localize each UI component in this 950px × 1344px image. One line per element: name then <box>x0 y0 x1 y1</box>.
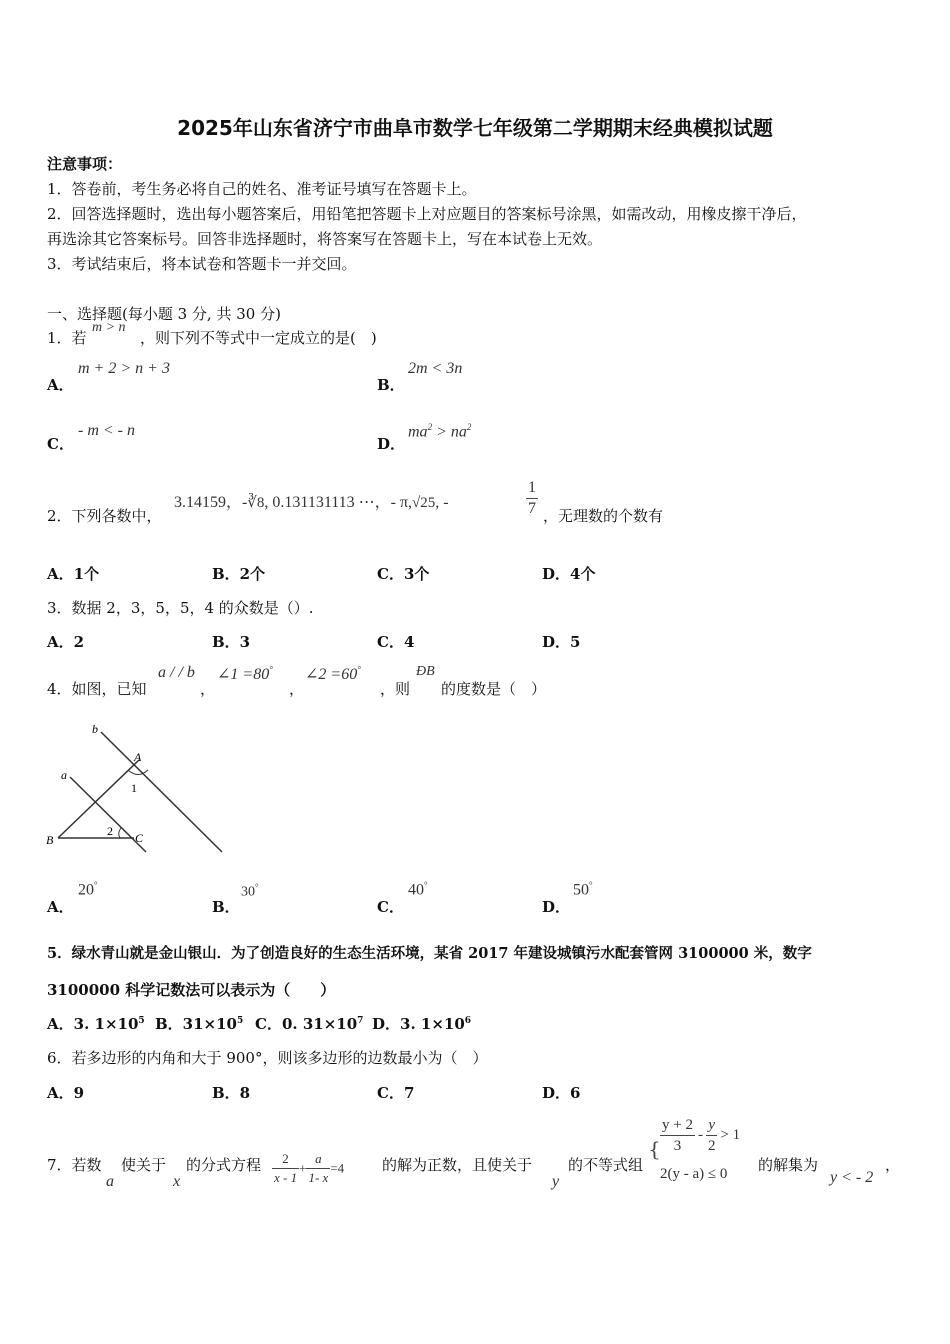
notice-line-2b: 再选涂其它答案标号。回答非选择题时，将答案写在答题卡上，写在本试卷上无效。 <box>47 230 603 248</box>
notice-line-2a: 2．回答选择题时，选出每小题答案后，用铅笔把答题卡上对应题目的答案标号涂黑，如需改动，用橡皮擦干净后， <box>47 205 807 223</box>
question-4 <box>47 678 147 699</box>
q2-option-a: A．1个 <box>47 565 100 583</box>
q4-option-b-label: B． <box>212 898 240 916</box>
segment-ba <box>58 760 139 838</box>
q1-option-d-label: D． <box>377 435 406 453</box>
q7-text-3: 的分式方程 <box>186 1156 262 1174</box>
q6-option-d: D．6 <box>542 1084 581 1102</box>
q4-then: ，则 <box>380 680 411 698</box>
label-b: b <box>92 722 98 736</box>
q4-option-d-label: D． <box>542 898 571 916</box>
question-text: 下列各数中， <box>71 507 162 525</box>
q4-option-b-value: 30° <box>241 882 259 900</box>
q7-text-6: 的解集为 <box>758 1156 819 1174</box>
q4-parallel-expr: a / / b <box>158 664 195 681</box>
q1-option-b-label: B． <box>377 376 405 394</box>
q1-option-b-expr: 2m < 3n <box>408 360 463 377</box>
q4-option-c-label: C． <box>377 898 404 916</box>
q6-option-a: A．9 <box>47 1084 85 1102</box>
q6-option-b: B．8 <box>212 1084 251 1102</box>
q1-option-a-expr: m + 2 > n + 3 <box>78 360 170 377</box>
q3-option-a: A．2 <box>47 633 85 651</box>
q4-angle2-expr: ∠2 =60° <box>305 664 361 683</box>
notice-line-1: 1．答卷前，考生务必将自己的姓名、准考证号填写在答题卡上。 <box>47 180 477 198</box>
q4-geometry-figure <box>40 715 240 865</box>
q3-option-c: C．4 <box>377 633 415 651</box>
label-point-b: B <box>46 833 54 847</box>
q4-comma-2: ， <box>289 680 305 698</box>
question-number: 2． <box>47 507 72 525</box>
notice-heading: 注意事项： <box>47 155 123 173</box>
q4-option-d-value: 50° <box>573 880 593 899</box>
q7-solution-set: y < - 2 <box>830 1169 874 1186</box>
q1-option-c-label: C． <box>47 435 74 453</box>
angle-2-arc <box>119 828 121 838</box>
question-2 <box>47 505 162 526</box>
q4-comma-1: ， <box>200 680 216 698</box>
q2-option-b: B．2个 <box>212 565 266 583</box>
q2-number-list: 3.14159，-∛8, 0.131131113 ⋯，- π,√25, - <box>174 494 449 511</box>
q2-option-c: C．3个 <box>377 565 430 583</box>
q4-option-c-value: 40° <box>408 880 428 899</box>
q7-text-2: 使关于 <box>121 1156 167 1174</box>
question-number: 1． <box>47 329 72 347</box>
q4-option-a-label: A． <box>47 898 74 916</box>
label-point-c: C <box>135 831 144 845</box>
q4-stem-end: 的度数是（ ） <box>441 680 547 698</box>
question-5-line-2: 3100000 科学记数法可以表示为（ ） <box>47 981 336 999</box>
label-angle-2: 2 <box>107 824 113 838</box>
q1-condition: m > n <box>92 320 126 335</box>
q7-text-end: ， <box>885 1156 901 1174</box>
q7-system-line-2: 2(y - a) ≤ 0 <box>660 1166 728 1182</box>
q4-option-a-value: 20° <box>78 880 98 899</box>
question-text: 若数 <box>71 1156 102 1174</box>
q4-angle-b-expr: ÐB <box>416 664 435 679</box>
q7-system-line-1: $\frac{y + 2}{3}$ - $\frac{y}{2}$ > 1 <box>662 1117 741 1154</box>
q2-fraction: $\frac{1}{7}$ <box>528 479 536 517</box>
q7-text-4: 的解为正数，且使关于 <box>382 1156 533 1174</box>
question-number: 7． <box>47 1156 72 1174</box>
angle-1-arc <box>128 770 148 775</box>
q5-option-b: B．$31\times 10^5$ <box>155 1015 244 1033</box>
q7-text-5: 的不等式组 <box>568 1156 644 1174</box>
q3-option-b: B．3 <box>212 633 251 651</box>
page-title: 2025年山东省济宁市曲阜市数学七年级第二学期期末经典模拟试题 <box>177 116 773 140</box>
question-text: 若 <box>71 329 87 347</box>
question-3: 3．数据 2，3，5，5，4 的众数是（）. <box>47 599 314 617</box>
q7-var-y: y <box>552 1173 560 1190</box>
question-5-line-1: 5．绿水青山就是金山银山．为了创造良好的生态生活环境，某省 2017 年建设城镇污水配套管网 3100000 米，数字 <box>47 945 812 962</box>
q1-option-d-expr: $ma^2 > na^2$ <box>408 422 472 441</box>
question-6: 6．若多边形的内角和大于 900°，则该多边形的边数最小为（ ） <box>47 1049 488 1067</box>
q5-option-d: D．3. $1\times 10^6$ <box>372 1015 472 1033</box>
q1-option-c-expr: - m < - n <box>78 422 136 439</box>
q1-stem: ，则下列不等式中一定成立的是( ) <box>140 329 377 347</box>
q2-stem-end: ，无理数的个数有 <box>543 507 664 525</box>
cube-root-expr: ∛8 <box>247 495 265 511</box>
section-heading: 一、选择题(每小题 3 分, 共 30 分) <box>47 305 281 323</box>
q1-option-a-label: A． <box>47 376 74 394</box>
question-number: 4． <box>47 680 72 698</box>
q4-angle1-expr: ∠1 =80° <box>217 664 273 683</box>
q6-option-c: C．7 <box>377 1084 415 1102</box>
q7-fraction-equation: $\frac{2}{x - 1}$ + $\frac{a}{1- x}$ =4 <box>274 1151 345 1185</box>
q3-option-d: D．5 <box>542 633 581 651</box>
question-7 <box>47 1154 102 1175</box>
label-point-a: A <box>134 750 142 764</box>
question-text: 如图，已知 <box>71 680 147 698</box>
label-a: a <box>61 768 67 782</box>
label-angle-1: 1 <box>131 781 137 795</box>
q5-option-a: A．3. $1\times 10^5$ <box>47 1015 145 1033</box>
question-1 <box>47 327 87 348</box>
q7-var-a: a <box>106 1173 114 1190</box>
q7-system-brace: { <box>648 1137 661 1161</box>
notice-line-3: 3．考试结束后，将本试卷和答题卡一并交回。 <box>47 255 357 273</box>
q5-option-c: C．0. $31\times 10^7$ <box>255 1015 364 1033</box>
square-root-expr: √25 <box>412 495 436 511</box>
q2-option-d: D．4个 <box>542 565 596 583</box>
q7-var-x: x <box>173 1173 181 1190</box>
